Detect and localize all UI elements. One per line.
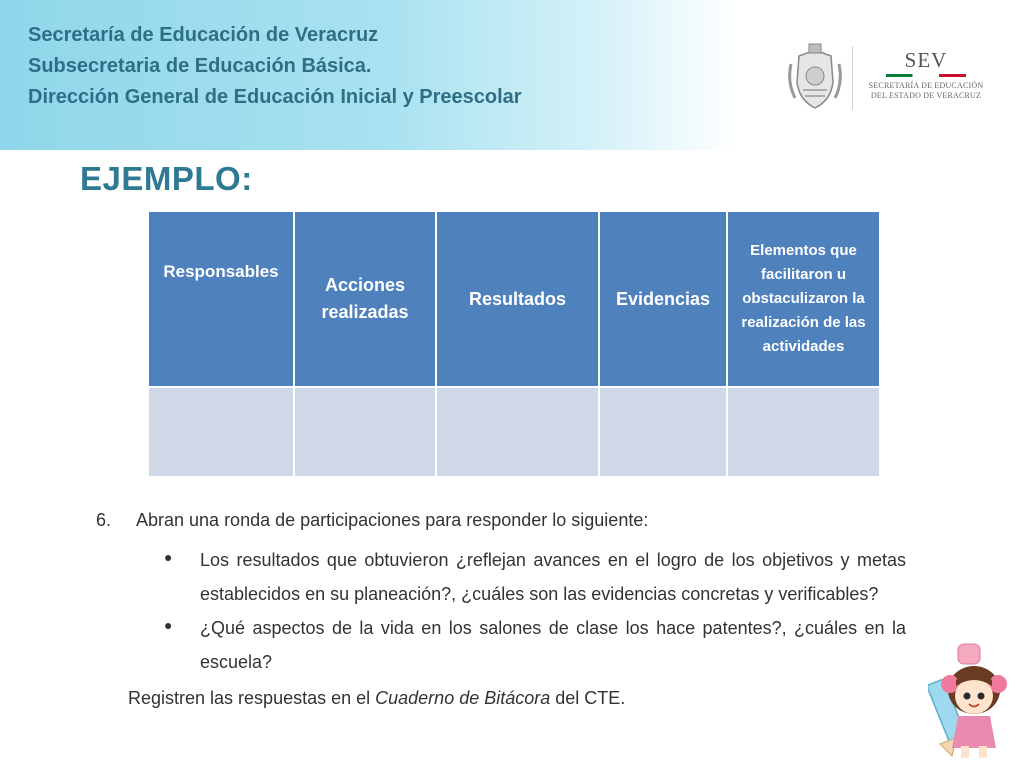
header-responsables: Responsables (148, 211, 294, 387)
question-block (96, 510, 908, 713)
note-suffix: del CTE. (550, 688, 626, 708)
girl-with-pencil-icon (928, 640, 1018, 762)
table-row (148, 387, 880, 477)
bullet-text-1: Los resultados que obtuvieron ¿reflejan avances en el logro de los objetivos y metas establecidos en su planeación?, ¿cuáles son las evidencias concretas y verificables? (200, 550, 906, 604)
sev-wordmark (862, 48, 990, 101)
veracruz-seal-icon (785, 42, 845, 114)
sev-subtitle-1: SECRETARÍA DE EDUCACIÓN (868, 81, 984, 90)
logo-divider (852, 46, 853, 110)
question-text: Abran una ronda de participaciones para responder lo siguiente: (136, 510, 649, 530)
table-cell (148, 387, 294, 477)
table-cell (599, 387, 727, 477)
table-cell (436, 387, 599, 477)
question-line (96, 510, 908, 531)
page-title: EJEMPLO: (80, 160, 253, 197)
list-item (164, 611, 908, 679)
note-italic: Cuaderno de Bitácora (375, 688, 551, 708)
header-line-1: Secretaría de Educación de Veracruz (28, 24, 379, 46)
header-line-2: Subsecretaria de Educación Básica. (28, 55, 372, 77)
bullet-icon: ● (164, 549, 173, 565)
header-banner (0, 0, 1024, 150)
bullet-icon: ● (164, 617, 173, 633)
question-number: 6. (96, 510, 112, 530)
flag-stripe (886, 74, 966, 77)
header-evidencias: Evidencias (599, 211, 727, 387)
sev-subtitle-2: DEL ESTADO DE VERACRUZ (870, 91, 982, 100)
register-note (128, 683, 908, 713)
table-header-row (148, 211, 880, 387)
header-line-3: Dirección General de Educación Inicial y Preescolar (28, 86, 522, 108)
header-acciones: Acciones realizadas (294, 211, 436, 387)
header-elementos: Elementos que facilitaron u obstaculizaron la realización de las actividades (727, 211, 880, 387)
header-resultados: Resultados (436, 211, 599, 387)
list-item (164, 543, 908, 611)
sev-title: SEV (904, 48, 948, 72)
table-cell (294, 387, 436, 477)
sev-logo (780, 40, 1000, 120)
bullet-text-2: ¿Qué aspectos de la vida en los salones de clase los hace patentes?, ¿cuáles en la escuela? (200, 618, 906, 672)
bullet-list (96, 543, 908, 679)
note-prefix: Registren las respuestas en el (128, 688, 376, 708)
header-text (28, 20, 522, 113)
example-table (147, 210, 881, 478)
table-cell (727, 387, 880, 477)
